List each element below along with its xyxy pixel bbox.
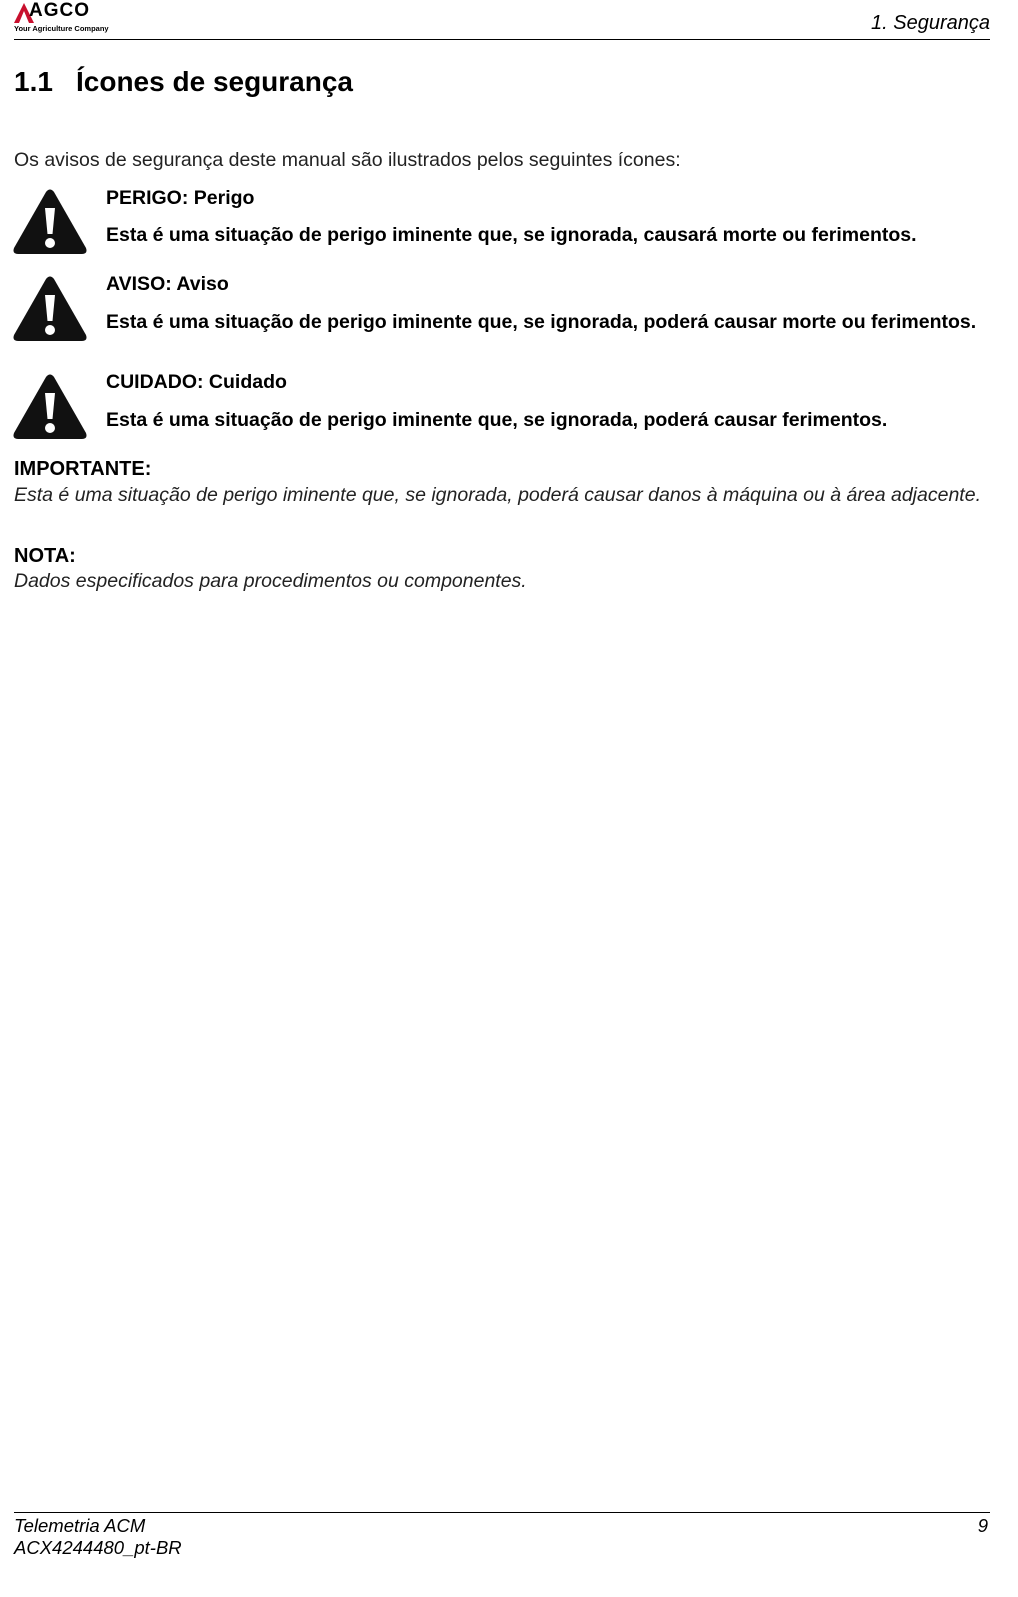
important-label: IMPORTANTE: xyxy=(14,458,152,480)
logo-tagline: Your Agriculture Company xyxy=(14,24,109,33)
warning-text: Esta é uma situação de perigo iminente que, se ignorada, poderá causar morte ou ferimentos. xyxy=(106,311,977,333)
header-section-title: 1. Segurança xyxy=(871,12,990,34)
section-number: 1.1 xyxy=(14,66,53,97)
page-number: 9 xyxy=(977,1515,988,1536)
warning-triangle-icon xyxy=(12,188,88,256)
intro-paragraph: Os avisos de segurança deste manual são ilustrados pelos seguintes ícones: xyxy=(14,149,681,171)
warning-title: AVISO: Aviso xyxy=(106,273,229,295)
note-text: Dados especificados para procedimentos ou componentes. xyxy=(14,570,527,592)
note-label: NOTA: xyxy=(14,545,76,567)
section-title: Ícones de segurança xyxy=(76,66,354,97)
header-divider xyxy=(14,39,990,40)
footer-document-code: ACX4244480_pt-BR xyxy=(14,1537,182,1558)
important-text: Esta é uma situação de perigo iminente que, se ignorada, poderá causar danos à máquina ou à área adjacente. xyxy=(14,484,981,506)
danger-title: PERIGO: Perigo xyxy=(106,187,255,209)
danger-text: Esta é uma situação de perigo iminente que, se ignorada, causará morte ou ferimentos. xyxy=(106,224,917,246)
warning-triangle-icon xyxy=(12,275,88,343)
logo-brand: AGCO xyxy=(29,0,90,21)
warning-triangle-icon xyxy=(12,373,88,441)
caution-title: CUIDADO: Cuidado xyxy=(106,371,287,393)
footer-divider xyxy=(14,1512,990,1513)
agco-logo xyxy=(14,0,118,33)
page-title xyxy=(14,66,353,98)
footer-document-title: Telemetria ACM xyxy=(14,1515,146,1536)
caution-text: Esta é uma situação de perigo iminente que, se ignorada, poderá causar ferimentos. xyxy=(106,409,888,431)
